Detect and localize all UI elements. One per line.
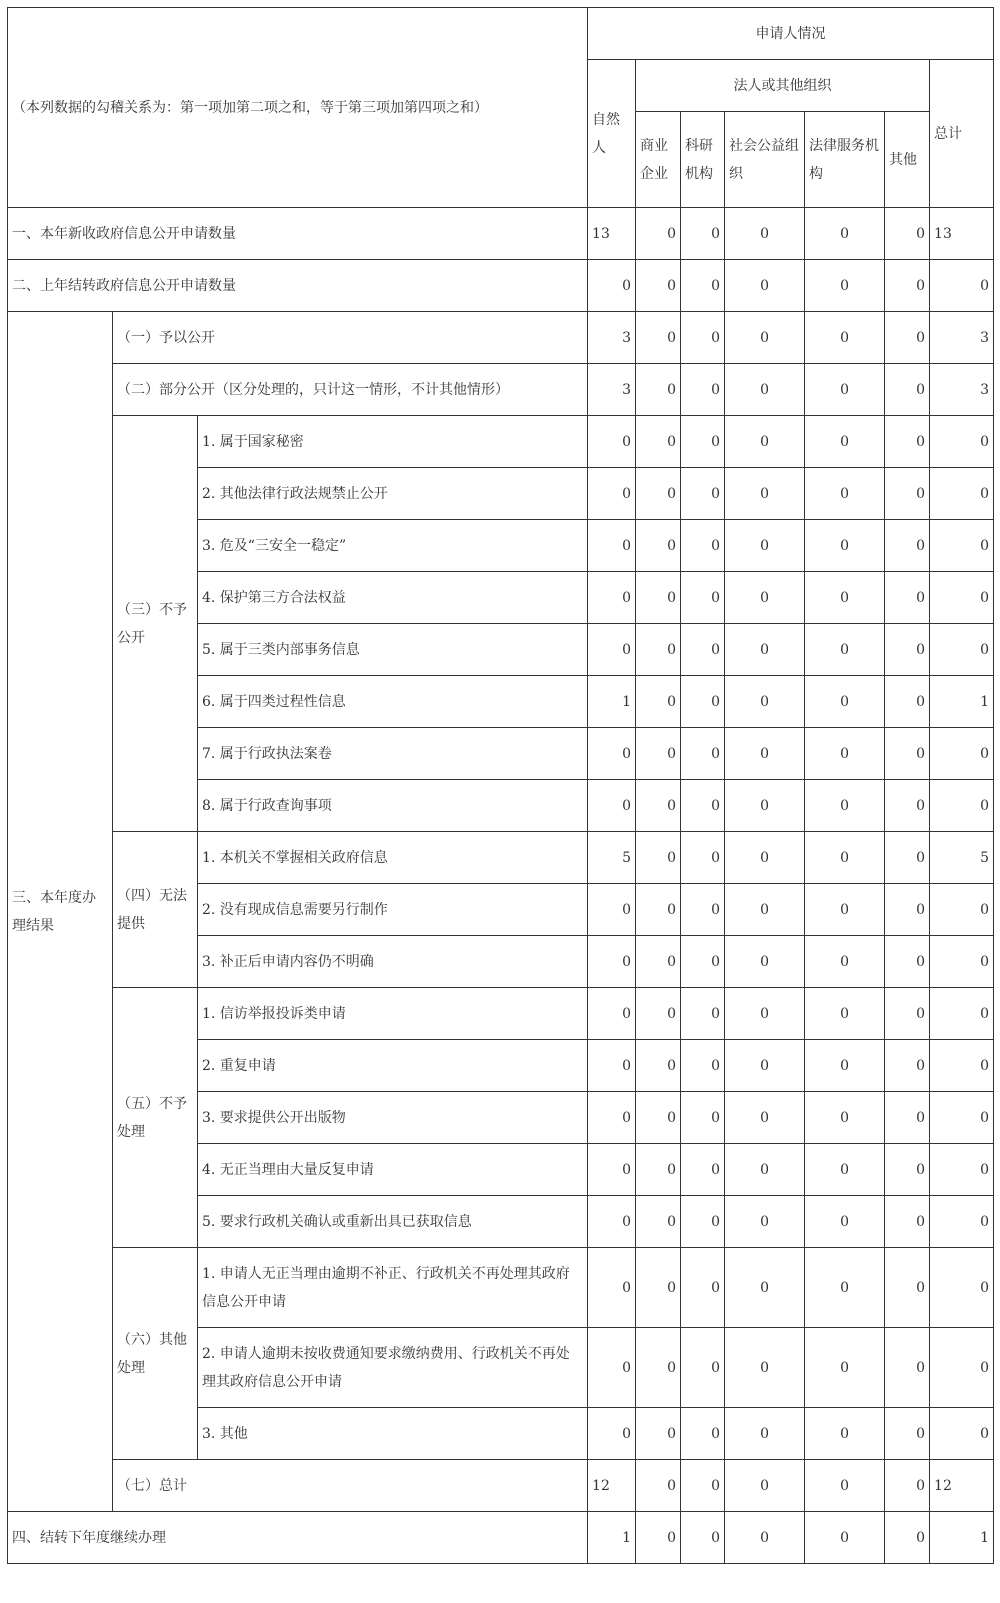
- value-cell: 0: [588, 1196, 636, 1248]
- value-cell: 0: [885, 1144, 930, 1196]
- gov-info-disclosure-table: [7, 7, 994, 1564]
- value-cell: 0: [588, 1092, 636, 1144]
- table-row: [8, 1512, 994, 1564]
- value-cell: 0: [725, 1144, 805, 1196]
- value-cell: 0: [805, 936, 885, 988]
- group5-item-label: 2. 重复申请: [198, 1040, 588, 1092]
- value-cell: 5: [588, 832, 636, 884]
- group6-item-label: 1. 申请人无正当理由逾期不补正、行政机关不再处理其政府信息公开申请: [198, 1248, 588, 1328]
- value-cell: 0: [930, 1248, 994, 1328]
- value-cell: 0: [725, 1328, 805, 1408]
- value-cell: 0: [636, 1248, 681, 1328]
- value-cell: 0: [636, 572, 681, 624]
- value-cell: 0: [588, 468, 636, 520]
- value-cell: 0: [805, 1248, 885, 1328]
- value-cell: 0: [681, 1512, 725, 1564]
- table-row: [8, 1248, 994, 1328]
- header-total: 总计: [930, 60, 994, 208]
- value-cell: 0: [885, 676, 930, 728]
- value-cell: 0: [725, 312, 805, 364]
- value-cell: 0: [636, 676, 681, 728]
- value-cell: 0: [805, 468, 885, 520]
- value-cell: 0: [725, 780, 805, 832]
- value-cell: 13: [930, 208, 994, 260]
- section3-label: 三、本年度办理结果: [8, 312, 113, 1512]
- value-cell: 0: [930, 520, 994, 572]
- value-cell: 0: [588, 1040, 636, 1092]
- value-cell: 0: [885, 1512, 930, 1564]
- value-cell: 0: [681, 1196, 725, 1248]
- value-cell: 0: [681, 988, 725, 1040]
- value-cell: 5: [930, 832, 994, 884]
- value-cell: 0: [588, 1144, 636, 1196]
- value-cell: 0: [681, 468, 725, 520]
- value-cell: 0: [681, 1092, 725, 1144]
- header-legal-service: 法律服务机构: [805, 112, 885, 208]
- header-research: 科研机构: [681, 112, 725, 208]
- value-cell: 0: [636, 468, 681, 520]
- value-cell: 3: [930, 364, 994, 416]
- value-cell: 0: [885, 416, 930, 468]
- value-cell: 0: [681, 624, 725, 676]
- table-row: [8, 208, 994, 260]
- value-cell: 0: [636, 988, 681, 1040]
- value-cell: 0: [636, 1460, 681, 1512]
- value-cell: 0: [930, 780, 994, 832]
- value-cell: 0: [930, 1408, 994, 1460]
- value-cell: 0: [725, 1512, 805, 1564]
- value-cell: 1: [930, 1512, 994, 1564]
- value-cell: 0: [588, 1408, 636, 1460]
- value-cell: 0: [636, 1408, 681, 1460]
- value-cell: 0: [636, 1040, 681, 1092]
- value-cell: 0: [805, 1460, 885, 1512]
- group3-label: （三）不予公开: [113, 416, 198, 832]
- value-cell: 0: [725, 832, 805, 884]
- group4-label: （四）无法提供: [113, 832, 198, 988]
- value-cell: 0: [885, 1196, 930, 1248]
- value-cell: 0: [805, 1040, 885, 1092]
- table-row: [8, 364, 994, 416]
- value-cell: 0: [805, 1144, 885, 1196]
- group3-item-label: 2. 其他法律行政法规禁止公开: [198, 468, 588, 520]
- value-cell: 0: [805, 364, 885, 416]
- group4-item-label: 1. 本机关不掌握相关政府信息: [198, 832, 588, 884]
- group1-label: （一）予以公开: [113, 312, 588, 364]
- group5-item-label: 1. 信访举报投诉类申请: [198, 988, 588, 1040]
- value-cell: 0: [930, 1040, 994, 1092]
- value-cell: 13: [588, 208, 636, 260]
- value-cell: 0: [805, 1092, 885, 1144]
- value-cell: 0: [725, 1040, 805, 1092]
- section1-label: 一、本年新收政府信息公开申请数量: [8, 208, 588, 260]
- value-cell: 12: [588, 1460, 636, 1512]
- value-cell: 0: [725, 1408, 805, 1460]
- value-cell: 0: [588, 416, 636, 468]
- value-cell: 0: [681, 208, 725, 260]
- header-applicant: 申请人情况: [588, 8, 994, 60]
- value-cell: 0: [636, 1196, 681, 1248]
- header-commercial: 商业企业: [636, 112, 681, 208]
- value-cell: 12: [930, 1460, 994, 1512]
- value-cell: 0: [588, 780, 636, 832]
- value-cell: 0: [930, 624, 994, 676]
- value-cell: 0: [805, 520, 885, 572]
- value-cell: 1: [588, 1512, 636, 1564]
- value-cell: 0: [885, 728, 930, 780]
- group3-item-label: 6. 属于四类过程性信息: [198, 676, 588, 728]
- value-cell: 0: [725, 520, 805, 572]
- section4-label: 四、结转下年度继续办理: [8, 1512, 588, 1564]
- value-cell: 0: [885, 780, 930, 832]
- value-cell: 0: [885, 1248, 930, 1328]
- value-cell: 0: [930, 1328, 994, 1408]
- value-cell: 0: [681, 520, 725, 572]
- value-cell: 0: [681, 312, 725, 364]
- value-cell: 0: [930, 1144, 994, 1196]
- value-cell: 0: [681, 832, 725, 884]
- value-cell: 0: [805, 988, 885, 1040]
- value-cell: 0: [636, 728, 681, 780]
- group4-item-label: 2. 没有现成信息需要另行制作: [198, 884, 588, 936]
- value-cell: 0: [885, 936, 930, 988]
- value-cell: 0: [636, 832, 681, 884]
- header-public-welfare: 社会公益组织: [725, 112, 805, 208]
- value-cell: 0: [805, 1408, 885, 1460]
- value-cell: 0: [725, 260, 805, 312]
- value-cell: 0: [725, 936, 805, 988]
- value-cell: 0: [588, 884, 636, 936]
- value-cell: 0: [636, 1328, 681, 1408]
- value-cell: 0: [681, 1144, 725, 1196]
- value-cell: 0: [588, 260, 636, 312]
- value-cell: 0: [636, 416, 681, 468]
- value-cell: 0: [636, 364, 681, 416]
- value-cell: 0: [930, 1092, 994, 1144]
- value-cell: 0: [930, 416, 994, 468]
- value-cell: 0: [588, 936, 636, 988]
- table-row: [8, 416, 994, 468]
- value-cell: 0: [725, 624, 805, 676]
- value-cell: 0: [725, 364, 805, 416]
- value-cell: 0: [885, 1408, 930, 1460]
- value-cell: 0: [805, 676, 885, 728]
- value-cell: 0: [805, 1512, 885, 1564]
- group6-label: （六）其他处理: [113, 1248, 198, 1460]
- value-cell: 0: [805, 208, 885, 260]
- value-cell: 0: [681, 1248, 725, 1328]
- group3-item-label: 7. 属于行政执法案卷: [198, 728, 588, 780]
- header-legal-org: 法人或其他组织: [636, 60, 930, 112]
- group5-item-label: 3. 要求提供公开出版物: [198, 1092, 588, 1144]
- value-cell: 0: [725, 884, 805, 936]
- value-cell: 0: [681, 1328, 725, 1408]
- value-cell: 0: [681, 728, 725, 780]
- value-cell: 0: [681, 936, 725, 988]
- value-cell: 0: [681, 364, 725, 416]
- value-cell: 0: [725, 1196, 805, 1248]
- value-cell: 0: [725, 572, 805, 624]
- value-cell: 0: [681, 1460, 725, 1512]
- value-cell: 1: [588, 676, 636, 728]
- value-cell: 0: [885, 1328, 930, 1408]
- table-row: [8, 260, 994, 312]
- value-cell: 0: [725, 728, 805, 780]
- value-cell: 3: [588, 364, 636, 416]
- value-cell: 0: [588, 988, 636, 1040]
- value-cell: 0: [805, 312, 885, 364]
- value-cell: 0: [930, 1196, 994, 1248]
- group3-item-label: 5. 属于三类内部事务信息: [198, 624, 588, 676]
- group3-item-label: 1. 属于国家秘密: [198, 416, 588, 468]
- value-cell: 0: [805, 780, 885, 832]
- value-cell: 0: [681, 1040, 725, 1092]
- value-cell: 0: [885, 1460, 930, 1512]
- value-cell: 0: [725, 676, 805, 728]
- value-cell: 0: [885, 884, 930, 936]
- value-cell: 0: [805, 416, 885, 468]
- header-natural-person: 自然人: [588, 60, 636, 208]
- value-cell: 0: [681, 260, 725, 312]
- value-cell: 0: [588, 1248, 636, 1328]
- value-cell: 0: [636, 208, 681, 260]
- value-cell: 0: [725, 988, 805, 1040]
- value-cell: 1: [930, 676, 994, 728]
- value-cell: 0: [885, 988, 930, 1040]
- group2-label: （二）部分公开（区分处理的，只计这一情形，不计其他情形）: [113, 364, 588, 416]
- value-cell: 0: [636, 312, 681, 364]
- group3-item-label: 4. 保护第三方合法权益: [198, 572, 588, 624]
- group3-item-label: 8. 属于行政查询事项: [198, 780, 588, 832]
- value-cell: 0: [805, 260, 885, 312]
- value-cell: 0: [885, 312, 930, 364]
- group5-item-label: 5. 要求行政机关确认或重新出具已获取信息: [198, 1196, 588, 1248]
- value-cell: 0: [805, 572, 885, 624]
- value-cell: 0: [588, 728, 636, 780]
- value-cell: 0: [805, 832, 885, 884]
- value-cell: 0: [725, 1248, 805, 1328]
- value-cell: 0: [885, 520, 930, 572]
- value-cell: 0: [885, 260, 930, 312]
- value-cell: 0: [636, 936, 681, 988]
- value-cell: 0: [588, 572, 636, 624]
- value-cell: 0: [725, 468, 805, 520]
- value-cell: 0: [885, 1092, 930, 1144]
- value-cell: 0: [636, 520, 681, 572]
- value-cell: 0: [930, 884, 994, 936]
- value-cell: 0: [930, 572, 994, 624]
- value-cell: 0: [930, 936, 994, 988]
- section2-label: 二、上年结转政府信息公开申请数量: [8, 260, 588, 312]
- group4-item-label: 3. 补正后申请内容仍不明确: [198, 936, 588, 988]
- value-cell: 0: [805, 624, 885, 676]
- value-cell: 0: [805, 728, 885, 780]
- value-cell: 0: [588, 624, 636, 676]
- value-cell: 0: [636, 1512, 681, 1564]
- value-cell: 3: [588, 312, 636, 364]
- header-note: （本列数据的勾稽关系为：第一项加第二项之和，等于第三项加第四项之和）: [8, 8, 588, 208]
- value-cell: 0: [681, 572, 725, 624]
- value-cell: 0: [885, 572, 930, 624]
- header-other: 其他: [885, 112, 930, 208]
- value-cell: 0: [725, 1092, 805, 1144]
- value-cell: 0: [805, 1196, 885, 1248]
- value-cell: 0: [681, 676, 725, 728]
- value-cell: 0: [636, 780, 681, 832]
- table-row: [8, 988, 994, 1040]
- group3-item-label: 3. 危及“三安全一稳定”: [198, 520, 588, 572]
- table-row: [8, 832, 994, 884]
- value-cell: 0: [636, 1092, 681, 1144]
- value-cell: 0: [636, 884, 681, 936]
- value-cell: 0: [681, 1408, 725, 1460]
- value-cell: 0: [805, 1328, 885, 1408]
- value-cell: 0: [681, 416, 725, 468]
- value-cell: 0: [725, 416, 805, 468]
- value-cell: 0: [885, 208, 930, 260]
- value-cell: 0: [588, 520, 636, 572]
- value-cell: 0: [636, 624, 681, 676]
- value-cell: 0: [885, 624, 930, 676]
- value-cell: 0: [930, 468, 994, 520]
- group5-item-label: 4. 无正当理由大量反复申请: [198, 1144, 588, 1196]
- value-cell: 0: [725, 208, 805, 260]
- value-cell: 0: [681, 780, 725, 832]
- value-cell: 0: [636, 260, 681, 312]
- value-cell: 0: [930, 260, 994, 312]
- value-cell: 0: [885, 1040, 930, 1092]
- value-cell: 3: [930, 312, 994, 364]
- table-row: [8, 312, 994, 364]
- value-cell: 0: [588, 1328, 636, 1408]
- value-cell: 0: [885, 468, 930, 520]
- value-cell: 0: [725, 1460, 805, 1512]
- group5-label: （五）不予处理: [113, 988, 198, 1248]
- value-cell: 0: [930, 728, 994, 780]
- value-cell: 0: [636, 1144, 681, 1196]
- table-row: [8, 1460, 994, 1512]
- group6-item-label: 2. 申请人逾期未按收费通知要求缴纳费用、行政机关不再处理其政府信息公开申请: [198, 1328, 588, 1408]
- value-cell: 0: [885, 364, 930, 416]
- value-cell: 0: [930, 988, 994, 1040]
- value-cell: 0: [885, 832, 930, 884]
- value-cell: 0: [681, 884, 725, 936]
- group6-item-label: 3. 其他: [198, 1408, 588, 1460]
- value-cell: 0: [805, 884, 885, 936]
- group7-label: （七）总计: [113, 1460, 588, 1512]
